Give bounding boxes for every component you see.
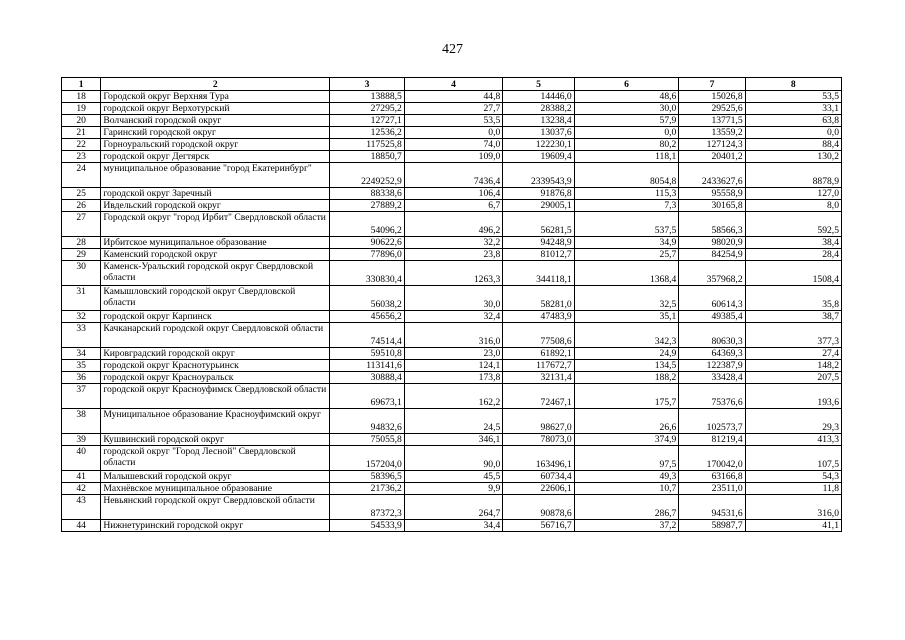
row-number: 22 [62, 139, 101, 151]
row-number: 42 [62, 483, 101, 495]
value-cell-col-7: 64369,3 [679, 348, 745, 360]
value-cell-col-8: 54,3 [745, 471, 841, 483]
value-cell-col-6: 175,7 [574, 384, 679, 409]
value-cell-col-8: 53,5 [745, 91, 841, 103]
row-number: 27 [62, 212, 101, 237]
table-row [62, 434, 842, 446]
value-cell-col-3: 27889,2 [330, 200, 405, 212]
municipality-name: Ивдельский городской округ [101, 200, 330, 212]
value-cell-col-6: 37,2 [574, 520, 679, 532]
value-cell-col-8: 38,7 [745, 311, 841, 323]
municipality-name: Кушвинский городской округ [101, 434, 330, 446]
municipality-name: городской округ Красноуральск [101, 372, 330, 384]
value-cell-col-5: 90878,6 [503, 495, 574, 520]
value-cell-col-8: 88,4 [745, 139, 841, 151]
value-cell-col-6: 80,2 [574, 139, 679, 151]
municipality-name: Горноуральский городской округ [101, 139, 330, 151]
value-cell-col-3: 21736,2 [330, 483, 405, 495]
value-cell-col-4: 124,1 [404, 360, 502, 372]
value-cell-col-4: 109,0 [404, 151, 502, 163]
value-cell-col-3: 2249252,9 [330, 163, 405, 188]
value-cell-col-5: 28388,2 [503, 103, 574, 115]
table-row [62, 163, 842, 188]
value-cell-col-3: 30888,4 [330, 372, 405, 384]
value-cell-col-5: 22606,1 [503, 483, 574, 495]
municipality-name: Невьянский городской округ Свердловской области [101, 495, 330, 520]
table-row [62, 151, 842, 163]
table-row [62, 139, 842, 151]
table-row [62, 127, 842, 139]
value-cell-col-7: 33428,4 [679, 372, 745, 384]
row-number: 19 [62, 103, 101, 115]
value-cell-col-3: 58396,5 [330, 471, 405, 483]
value-cell-col-5: 14446,0 [503, 91, 574, 103]
value-cell-col-5: 56281,5 [503, 212, 574, 237]
value-cell-col-8: 377,3 [745, 323, 841, 348]
municipality-name: городской округ Дегтярск [101, 151, 330, 163]
value-cell-col-6: 286,7 [574, 495, 679, 520]
value-cell-col-5: 117672,7 [503, 360, 574, 372]
municipality-name: городской округ "Город Лесной" Свердловской области [101, 446, 330, 471]
value-cell-col-5: 344118,1 [503, 261, 574, 286]
row-number: 23 [62, 151, 101, 163]
value-cell-col-6: 48,6 [574, 91, 679, 103]
row-number: 20 [62, 115, 101, 127]
value-cell-col-3: 90622,6 [330, 237, 405, 249]
value-cell-col-7: 60614,3 [679, 286, 745, 311]
value-cell-col-3: 27295,2 [330, 103, 405, 115]
value-cell-col-4: 24,5 [404, 409, 502, 434]
table-row [62, 409, 842, 434]
municipality-name: Кировградский городской округ [101, 348, 330, 360]
value-cell-col-6: 10,7 [574, 483, 679, 495]
value-cell-col-3: 69673,1 [330, 384, 405, 409]
value-cell-col-6: 25,7 [574, 249, 679, 261]
value-cell-col-8: 413,3 [745, 434, 841, 446]
value-cell-col-4: 23,0 [404, 348, 502, 360]
value-cell-col-6: 57,9 [574, 115, 679, 127]
value-cell-col-4: 6,7 [404, 200, 502, 212]
table-row [62, 237, 842, 249]
column-header-4: 4 [404, 78, 502, 91]
value-cell-col-6: 97,5 [574, 446, 679, 471]
row-number: 33 [62, 323, 101, 348]
value-cell-col-8: 0,0 [745, 127, 841, 139]
value-cell-col-7: 58566,3 [679, 212, 745, 237]
value-cell-col-3: 18850,7 [330, 151, 405, 163]
value-cell-col-6: 1368,4 [574, 261, 679, 286]
table-row [62, 200, 842, 212]
value-cell-col-5: 19609,4 [503, 151, 574, 163]
value-cell-col-6: 30,0 [574, 103, 679, 115]
value-cell-col-5: 98627,0 [503, 409, 574, 434]
municipality-name: городской округ Верхотурский [101, 103, 330, 115]
value-cell-col-3: 87372,3 [330, 495, 405, 520]
row-number: 41 [62, 471, 101, 483]
value-cell-col-7: 75376,6 [679, 384, 745, 409]
value-cell-col-6: 374,9 [574, 434, 679, 446]
value-cell-col-3: 54533,9 [330, 520, 405, 532]
municipality-name: Каменский городской округ [101, 249, 330, 261]
row-number: 32 [62, 311, 101, 323]
value-cell-col-4: 106,4 [404, 188, 502, 200]
value-cell-col-4: 53,5 [404, 115, 502, 127]
value-cell-col-6: 8054,8 [574, 163, 679, 188]
value-cell-col-3: 12727,1 [330, 115, 405, 127]
value-cell-col-5: 91876,8 [503, 188, 574, 200]
value-cell-col-7: 94531,6 [679, 495, 745, 520]
value-cell-col-4: 44,8 [404, 91, 502, 103]
value-cell-col-5: 94248,9 [503, 237, 574, 249]
value-cell-col-8: 11,8 [745, 483, 841, 495]
value-cell-col-3: 74514,4 [330, 323, 405, 348]
column-header-1: 1 [62, 78, 101, 91]
value-cell-col-4: 496,2 [404, 212, 502, 237]
value-cell-col-5: 32131,4 [503, 372, 574, 384]
table-row [62, 483, 842, 495]
value-cell-col-4: 346,1 [404, 434, 502, 446]
value-cell-col-3: 157204,0 [330, 446, 405, 471]
row-number: 38 [62, 409, 101, 434]
value-cell-col-8: 63,8 [745, 115, 841, 127]
value-cell-col-4: 264,7 [404, 495, 502, 520]
municipality-name: Муниципальное образование Красноуфимский округ [101, 409, 330, 434]
value-cell-col-3: 12536,2 [330, 127, 405, 139]
table-row [62, 384, 842, 409]
municipality-name: Каменск-Уральский городской округ Свердловской области [101, 261, 330, 286]
table-row [62, 348, 842, 360]
column-header-3: 3 [330, 78, 405, 91]
value-cell-col-8: 107,5 [745, 446, 841, 471]
value-cell-col-4: 90,0 [404, 446, 502, 471]
value-cell-col-6: 7,3 [574, 200, 679, 212]
value-cell-col-7: 84254,9 [679, 249, 745, 261]
value-cell-col-7: 2433627,6 [679, 163, 745, 188]
value-cell-col-3: 77896,0 [330, 249, 405, 261]
value-cell-col-8: 316,0 [745, 495, 841, 520]
value-cell-col-7: 80630,3 [679, 323, 745, 348]
value-cell-col-6: 35,1 [574, 311, 679, 323]
row-number: 30 [62, 261, 101, 286]
value-cell-col-7: 357968,2 [679, 261, 745, 286]
municipality-name: Нижнетуринский городской округ [101, 520, 330, 532]
municipality-name: Камышловский городской округ Свердловской области [101, 286, 330, 311]
value-cell-col-7: 13559,2 [679, 127, 745, 139]
value-cell-col-5: 163496,1 [503, 446, 574, 471]
row-number: 18 [62, 91, 101, 103]
value-cell-col-3: 94832,6 [330, 409, 405, 434]
value-cell-col-4: 32,4 [404, 311, 502, 323]
value-cell-col-3: 45656,2 [330, 311, 405, 323]
value-cell-col-5: 13238,4 [503, 115, 574, 127]
value-cell-col-4: 27,7 [404, 103, 502, 115]
column-header-8: 8 [745, 78, 841, 91]
value-cell-col-3: 59510,8 [330, 348, 405, 360]
row-number: 36 [62, 372, 101, 384]
value-cell-col-8: 127,0 [745, 188, 841, 200]
value-cell-col-8: 8878,9 [745, 163, 841, 188]
table-row [62, 115, 842, 127]
table-row [62, 188, 842, 200]
value-cell-col-5: 2339543,9 [503, 163, 574, 188]
municipality-name: Качканарский городской округ Свердловской области [101, 323, 330, 348]
value-cell-col-7: 20401,2 [679, 151, 745, 163]
column-header-7: 7 [679, 78, 745, 91]
value-cell-col-8: 130,2 [745, 151, 841, 163]
value-cell-col-6: 118,1 [574, 151, 679, 163]
municipality-name: Городской округ Верхняя Тура [101, 91, 330, 103]
value-cell-col-8: 35,8 [745, 286, 841, 311]
value-cell-col-6: 115,3 [574, 188, 679, 200]
row-number: 35 [62, 360, 101, 372]
row-number: 21 [62, 127, 101, 139]
value-cell-col-8: 193,6 [745, 384, 841, 409]
value-cell-col-6: 134,5 [574, 360, 679, 372]
row-number: 34 [62, 348, 101, 360]
row-number: 29 [62, 249, 101, 261]
table-row [62, 372, 842, 384]
table-row [62, 91, 842, 103]
value-cell-col-7: 122387,9 [679, 360, 745, 372]
table-row [62, 360, 842, 372]
value-cell-col-4: 9,9 [404, 483, 502, 495]
municipality-name: городской округ Красноуфимск Свердловской области [101, 384, 330, 409]
value-cell-col-4: 7436,4 [404, 163, 502, 188]
row-number: 25 [62, 188, 101, 200]
value-cell-col-5: 72467,1 [503, 384, 574, 409]
value-cell-col-5: 122230,1 [503, 139, 574, 151]
value-cell-col-4: 162,2 [404, 384, 502, 409]
value-cell-col-8: 592,5 [745, 212, 841, 237]
value-cell-col-7: 102573,7 [679, 409, 745, 434]
value-cell-col-3: 113141,6 [330, 360, 405, 372]
municipality-name: городской округ Краснотурьинск [101, 360, 330, 372]
value-cell-col-7: 58987,7 [679, 520, 745, 532]
value-cell-col-8: 29,3 [745, 409, 841, 434]
value-cell-col-7: 127124,3 [679, 139, 745, 151]
municipality-name: Волчанский городской округ [101, 115, 330, 127]
row-number: 24 [62, 163, 101, 188]
value-cell-col-6: 0,0 [574, 127, 679, 139]
column-header-2: 2 [101, 78, 330, 91]
value-cell-col-7: 29525,6 [679, 103, 745, 115]
municipality-name: городской округ Карпинск [101, 311, 330, 323]
table-row [62, 286, 842, 311]
municipality-name: Махнёвское муниципальное образование [101, 483, 330, 495]
municipality-name: Городской округ "город Ирбит" Свердловской области [101, 212, 330, 237]
value-cell-col-6: 49,3 [574, 471, 679, 483]
row-number: 28 [62, 237, 101, 249]
row-number: 37 [62, 384, 101, 409]
value-cell-col-3: 56038,2 [330, 286, 405, 311]
value-cell-col-7: 13771,5 [679, 115, 745, 127]
table-row [62, 495, 842, 520]
value-cell-col-3: 88338,6 [330, 188, 405, 200]
value-cell-col-5: 58281,0 [503, 286, 574, 311]
value-cell-col-4: 316,0 [404, 323, 502, 348]
table-row [62, 249, 842, 261]
value-cell-col-4: 45,5 [404, 471, 502, 483]
table-row [62, 446, 842, 471]
value-cell-col-3: 330830,4 [330, 261, 405, 286]
value-cell-col-4: 1263,3 [404, 261, 502, 286]
value-cell-col-6: 34,9 [574, 237, 679, 249]
column-header-6: 6 [574, 78, 679, 91]
value-cell-col-6: 188,2 [574, 372, 679, 384]
value-cell-col-5: 78073,0 [503, 434, 574, 446]
table-row [62, 323, 842, 348]
table-row [62, 520, 842, 532]
value-cell-col-3: 117525,8 [330, 139, 405, 151]
value-cell-col-6: 32,5 [574, 286, 679, 311]
row-number: 43 [62, 495, 101, 520]
row-number: 26 [62, 200, 101, 212]
value-cell-col-4: 30,0 [404, 286, 502, 311]
municipality-name: Малышевский городской округ [101, 471, 330, 483]
value-cell-col-4: 34,4 [404, 520, 502, 532]
value-cell-col-5: 77508,6 [503, 323, 574, 348]
value-cell-col-7: 30165,8 [679, 200, 745, 212]
municipality-name: Гаринский городской округ [101, 127, 330, 139]
value-cell-col-6: 26,6 [574, 409, 679, 434]
value-cell-col-7: 23511,0 [679, 483, 745, 495]
value-cell-col-7: 98020,9 [679, 237, 745, 249]
value-cell-col-4: 23,8 [404, 249, 502, 261]
value-cell-col-8: 148,2 [745, 360, 841, 372]
table-row [62, 471, 842, 483]
page-number: 427 [442, 42, 463, 57]
value-cell-col-8: 8,0 [745, 200, 841, 212]
value-cell-col-8: 207,5 [745, 372, 841, 384]
value-cell-col-8: 33,1 [745, 103, 841, 115]
budget-table [61, 77, 842, 532]
value-cell-col-5: 61892,1 [503, 348, 574, 360]
table-header-row [62, 78, 842, 91]
column-header-5: 5 [503, 78, 574, 91]
value-cell-col-6: 537,5 [574, 212, 679, 237]
value-cell-col-5: 47483,9 [503, 311, 574, 323]
value-cell-col-8: 28,4 [745, 249, 841, 261]
value-cell-col-7: 95558,9 [679, 188, 745, 200]
value-cell-col-5: 60734,4 [503, 471, 574, 483]
municipality-name: городской округ Заречный [101, 188, 330, 200]
value-cell-col-8: 41,1 [745, 520, 841, 532]
value-cell-col-5: 81012,7 [503, 249, 574, 261]
value-cell-col-7: 170042,0 [679, 446, 745, 471]
value-cell-col-3: 75055,8 [330, 434, 405, 446]
value-cell-col-5: 29005,1 [503, 200, 574, 212]
value-cell-col-7: 15026,8 [679, 91, 745, 103]
value-cell-col-7: 81219,4 [679, 434, 745, 446]
row-number: 44 [62, 520, 101, 532]
value-cell-col-4: 173,8 [404, 372, 502, 384]
value-cell-col-7: 49385,4 [679, 311, 745, 323]
table-body [62, 91, 842, 532]
value-cell-col-8: 38,4 [745, 237, 841, 249]
value-cell-col-6: 24,9 [574, 348, 679, 360]
table-row [62, 103, 842, 115]
value-cell-col-5: 56716,7 [503, 520, 574, 532]
table-row [62, 311, 842, 323]
value-cell-col-5: 13037,6 [503, 127, 574, 139]
value-cell-col-8: 27,4 [745, 348, 841, 360]
municipality-name: муниципальное образование "город Екатеринбург" [101, 163, 330, 188]
table-row [62, 261, 842, 286]
value-cell-col-4: 0,0 [404, 127, 502, 139]
table-row [62, 212, 842, 237]
value-cell-col-7: 63166,8 [679, 471, 745, 483]
value-cell-col-3: 54096,2 [330, 212, 405, 237]
value-cell-col-4: 32,2 [404, 237, 502, 249]
value-cell-col-4: 74,0 [404, 139, 502, 151]
value-cell-col-8: 1508,4 [745, 261, 841, 286]
row-number: 31 [62, 286, 101, 311]
municipality-name: Ирбитское муниципальное образование [101, 237, 330, 249]
row-number: 40 [62, 446, 101, 471]
value-cell-col-6: 342,3 [574, 323, 679, 348]
value-cell-col-3: 13888,5 [330, 91, 405, 103]
row-number: 39 [62, 434, 101, 446]
